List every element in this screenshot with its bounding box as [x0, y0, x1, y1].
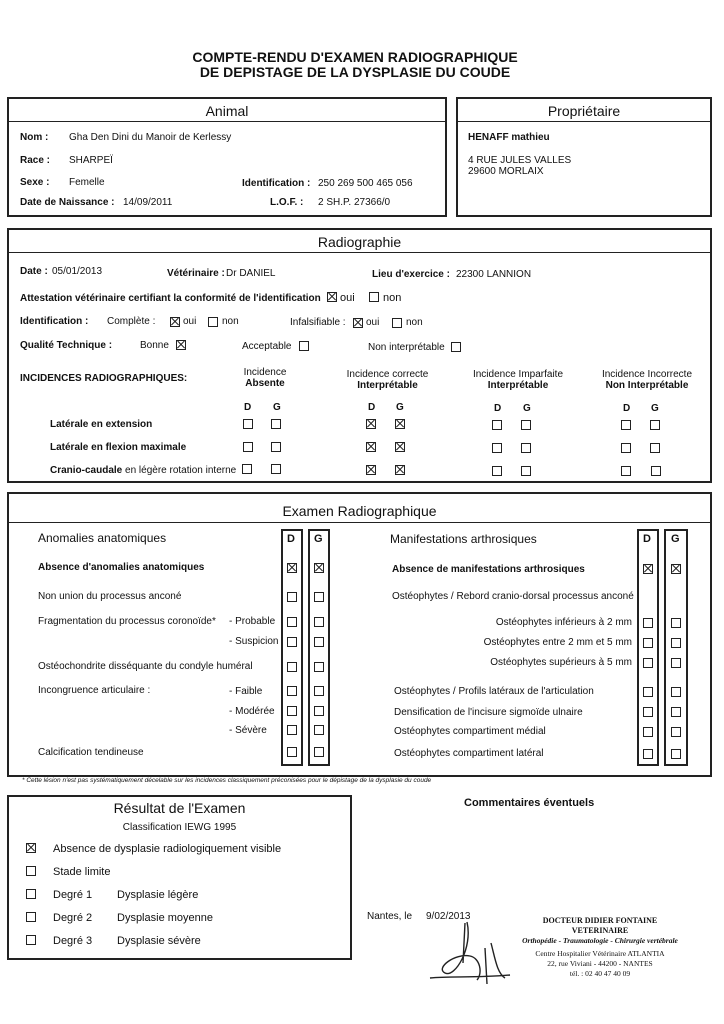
incidence-checkbox[interactable] — [242, 464, 252, 474]
attestation-oui-checkbox[interactable] — [327, 292, 337, 302]
animal-lof: 2 SH.P. 27366/0 — [318, 197, 391, 208]
resultat-checkbox[interactable] — [26, 889, 36, 899]
left-d-header: D — [287, 533, 295, 545]
radio-date: 05/01/2013 — [52, 266, 103, 277]
qualite-non-interpretable-label: Non interprétable — [368, 342, 445, 353]
stamp-line: 22, rue Viviani - 44200 - NANTES — [547, 959, 653, 968]
qualite-acceptable-label: Acceptable — [242, 341, 292, 352]
col2-line1: Incidence correcte — [346, 369, 429, 380]
attestation-label: Attestation vétérinaire certifiant la conformité de l'identification — [20, 293, 321, 304]
g-header: G — [396, 402, 404, 413]
divider — [457, 121, 711, 122]
manifestation-checkbox[interactable] — [643, 687, 653, 697]
resultat-item: Absence de dysplasie radiologiquement visible — [53, 843, 282, 855]
lieu-label: Lieu d'exercice : — [372, 269, 450, 280]
incidence-checkbox[interactable] — [651, 466, 661, 476]
infalsifiable-oui-checkbox[interactable] — [353, 318, 363, 328]
anomaly-checkbox[interactable] — [314, 617, 324, 627]
animal-name: Gha Den Dini du Manoir de Kerlessy — [69, 132, 232, 143]
stamp-line: VETERINAIRE — [571, 926, 629, 935]
divider — [8, 252, 711, 253]
resultat-item: Degré 1 — [53, 889, 93, 901]
col2-header — [330, 369, 445, 391]
incidence-checkbox[interactable] — [621, 466, 631, 476]
incidence-checkbox[interactable] — [366, 465, 376, 475]
manifestation-item: Ostéophytes supérieurs à 5 mm — [490, 657, 632, 668]
owner-name: HENAFF mathieu — [468, 132, 550, 143]
anomaly-subitem: - Probable — [229, 616, 276, 627]
incidence-row-label: Latérale en flexion maximale — [50, 442, 187, 453]
animal-sexe: Femelle — [69, 177, 105, 188]
col3-line1: Incidence Imparfaite — [472, 369, 564, 380]
resultat-classification: Classification IEWG 1995 — [122, 822, 237, 833]
incidence-row-label: Latérale en extension — [50, 419, 153, 430]
d-header: D — [623, 403, 631, 414]
incidence-checkbox[interactable] — [271, 419, 281, 429]
complete-oui-label: oui — [183, 316, 197, 327]
manifestation-item: Ostéophytes entre 2 mm et 5 mm — [483, 637, 632, 648]
manifestation-checkbox[interactable] — [671, 618, 681, 628]
g-header: G — [273, 402, 281, 413]
attestation-non-checkbox[interactable] — [369, 292, 379, 302]
incidence-checkbox[interactable] — [366, 419, 376, 429]
incidence-checkbox[interactable] — [521, 466, 531, 476]
anomaly-subitem: - Faible — [229, 686, 263, 697]
stamp-line: DOCTEUR DIDIER FONTAINE — [542, 916, 658, 925]
divider — [8, 121, 446, 122]
resultat-heading: Résultat de l'Examen — [113, 800, 246, 816]
stamp-line: tél. : 02 40 47 40 09 — [569, 969, 631, 978]
anomalies-heading: Anomalies anatomiques — [38, 531, 167, 545]
anomaly-item: Calcification tendineuse — [38, 747, 144, 758]
complete-non-label: non — [222, 316, 239, 327]
manifestation-checkbox[interactable] — [671, 658, 681, 668]
manifestation-item: Ostéophytes inférieurs à 2 mm — [495, 617, 632, 628]
infalsifiable-non-checkbox[interactable] — [392, 318, 402, 328]
anomaly-checkbox[interactable] — [287, 662, 297, 672]
incidence-checkbox[interactable] — [492, 443, 502, 453]
g-header: G — [651, 403, 659, 414]
qualite-non-interpretable-checkbox[interactable] — [451, 342, 461, 352]
signature-place: Nantes, le — [367, 911, 413, 922]
d-header: D — [494, 403, 502, 414]
incidence-row-label — [50, 465, 236, 476]
anomaly-checkbox[interactable] — [314, 706, 324, 716]
complete-non-checkbox[interactable] — [208, 317, 218, 327]
manifestation-item: Ostéophytes / Rebord cranio-dorsal processus anconé — [392, 591, 634, 602]
animal-identification: 250 269 500 465 056 — [318, 178, 413, 189]
date-label: Date : — [20, 266, 48, 277]
anomaly-checkbox[interactable] — [314, 662, 324, 672]
dob-label: Date de Naissance : — [20, 197, 115, 208]
resultat-item: Degré 2 — [53, 912, 93, 924]
anomaly-checkbox[interactable] — [314, 725, 324, 735]
manifestation-checkbox[interactable] — [643, 727, 653, 737]
qualite-label: Qualité Technique : — [20, 340, 113, 351]
incidence-checkbox[interactable] — [395, 419, 405, 429]
incidence-checkbox[interactable] — [521, 420, 531, 430]
document-title-line2: DE DEPISTAGE DE LA DYSPLASIE DU COUDE — [199, 64, 511, 80]
infalsifiable-non-label: non — [406, 317, 423, 328]
manifestations-heading: Manifestations arthrosiques — [390, 532, 537, 546]
signature-date: 9/02/2013 — [426, 911, 471, 922]
resultat-item: Degré 3 — [53, 935, 93, 947]
manifestation-checkbox[interactable] — [671, 687, 681, 697]
resultat-item-desc: Dysplasie moyenne — [117, 912, 213, 924]
incidence-checkbox[interactable] — [271, 464, 281, 474]
anomaly-checkbox[interactable] — [314, 747, 324, 757]
col3-line2: Interprétable — [487, 380, 549, 391]
qualite-acceptable-checkbox[interactable] — [299, 341, 309, 351]
anomaly-checkbox[interactable] — [287, 592, 297, 602]
manifestation-checkbox[interactable] — [643, 749, 653, 759]
owner-heading: Propriétaire — [547, 103, 621, 119]
anomaly-checkbox[interactable] — [287, 637, 297, 647]
incidence-checkbox[interactable] — [621, 420, 631, 430]
incidence-checkbox[interactable] — [395, 442, 405, 452]
manifestation-checkbox[interactable] — [643, 638, 653, 648]
col1-header — [215, 367, 315, 389]
sexe-label: Sexe : — [20, 177, 50, 188]
anomaly-checkbox[interactable] — [287, 725, 297, 735]
anomaly-subitem: - Modérée — [229, 706, 275, 717]
resultat-item: Stade limite — [53, 866, 111, 878]
infalsifiable-label: Infalsifiable : — [290, 317, 346, 328]
incidence-checkbox[interactable] — [650, 420, 660, 430]
owner-address-line2: 29600 MORLAIX — [468, 166, 544, 177]
right-d-header: D — [643, 533, 651, 545]
anomaly-item: Fragmentation du processus coronoïde* — [38, 616, 216, 627]
radiographie-heading: Radiographie — [317, 234, 402, 250]
document-title-line1: COMPTE-RENDU D'EXAMEN RADIOGRAPHIQUE — [192, 49, 518, 65]
incidence-checkbox[interactable] — [271, 442, 281, 452]
owner-address-line1: 4 RUE JULES VALLES — [468, 155, 572, 166]
examen-heading: Examen Radiographique — [282, 503, 437, 519]
manifestation-item: Absence de manifestations arthrosiques — [392, 564, 585, 575]
incidence-checkbox[interactable] — [650, 443, 660, 453]
anomaly-item: Non union du processus anconé — [38, 591, 182, 602]
animal-heading: Animal — [205, 103, 249, 119]
d-header: D — [244, 402, 252, 413]
manifestation-item: Densification de l'incisure sigmoïde ulnaire — [394, 707, 583, 718]
col4-line1: Incidence Incorrecte — [601, 369, 693, 380]
complete-label: Complète : — [107, 316, 156, 327]
vet-name: Dr DANIEL — [226, 268, 276, 279]
resultat-checkbox[interactable] — [26, 843, 36, 853]
incidence-checkbox[interactable] — [521, 443, 531, 453]
attestation-oui-label: oui — [340, 292, 355, 304]
anomaly-checkbox[interactable] — [314, 563, 324, 573]
col2-line2: Interprétable — [357, 380, 418, 391]
lof-label: L.O.F. : — [270, 197, 304, 208]
anomaly-checkbox[interactable] — [287, 617, 297, 627]
incidence-checkbox[interactable] — [366, 442, 376, 452]
identification-label: Identification : — [242, 178, 311, 189]
attestation-non-label: non — [383, 292, 402, 304]
animal-dob: 14/09/2011 — [123, 197, 173, 208]
anomaly-checkbox[interactable] — [287, 563, 297, 573]
col4-header — [592, 369, 702, 391]
manifestation-checkbox[interactable] — [671, 749, 681, 759]
manifestation-item: Ostéophytes compartiment latéral — [394, 748, 544, 759]
anomaly-checkbox[interactable] — [314, 592, 324, 602]
commentaires-heading: Commentaires éventuels — [464, 797, 595, 809]
manifestation-checkbox[interactable] — [671, 638, 681, 648]
anomaly-subitem: - Suspicion — [229, 636, 279, 647]
incidence-checkbox[interactable] — [395, 465, 405, 475]
race-label: Race : — [20, 155, 51, 166]
col1-line2: Absente — [245, 378, 285, 389]
qualite-bonne-checkbox[interactable] — [176, 340, 186, 350]
col3-header — [458, 369, 578, 391]
veterinary-stamp — [500, 916, 700, 979]
resultat-checkbox[interactable] — [26, 912, 36, 922]
name-label: Nom : — [20, 132, 49, 143]
anomaly-checkbox[interactable] — [287, 686, 297, 696]
anomaly-checkbox[interactable] — [314, 637, 324, 647]
manifestation-checkbox[interactable] — [643, 564, 653, 574]
anomaly-subitem: - Sévère — [229, 725, 267, 736]
resultat-item-desc: Dysplasie légère — [117, 889, 199, 901]
incidences-label: INCIDENCES RADIOGRAPHIQUES: — [20, 373, 188, 384]
infalsifiable-oui-label: oui — [366, 317, 380, 328]
incidence-checkbox[interactable] — [621, 443, 631, 453]
anomaly-item: Incongruence articulaire : — [38, 685, 151, 696]
g-header: G — [523, 403, 531, 414]
anomaly-checkbox[interactable] — [287, 706, 297, 716]
incidence-checkbox[interactable] — [492, 466, 502, 476]
stamp-line: Orthopédie - Traumatologie - Chirurgie vertébrale — [522, 936, 678, 945]
lieu-value: 22300 LANNION — [456, 269, 532, 280]
col1-line1: Incidence — [243, 367, 287, 378]
stamp-line: Centre Hospitalier Vétérinaire ATLANTIA — [535, 949, 665, 958]
manifestation-checkbox[interactable] — [643, 658, 653, 668]
incidence-row-label-rest: en légère rotation interne — [122, 465, 237, 476]
footnote: * Cette lésion n'est pas systématiquement décelable sur les incidences classiquement préconisées pour le dépistage de la dysplasie du coude — [22, 777, 432, 784]
resultat-checkbox[interactable] — [26, 866, 36, 876]
incidence-row-label-main: Cranio-caudale — [50, 465, 123, 476]
manifestation-checkbox[interactable] — [671, 727, 681, 737]
complete-oui-checkbox[interactable] — [170, 317, 180, 327]
d-header: D — [368, 402, 376, 413]
animal-race: SHARPEÏ — [69, 155, 113, 166]
anomaly-item: Ostéochondrite disséquante du condyle huméral — [38, 661, 253, 672]
incidence-checkbox[interactable] — [243, 419, 253, 429]
left-g-header: G — [314, 533, 323, 545]
vet-label: Vétérinaire : — [167, 268, 225, 279]
resultat-checkbox[interactable] — [26, 935, 36, 945]
divider — [8, 522, 711, 523]
anomaly-checkbox[interactable] — [287, 747, 297, 757]
manifestation-checkbox[interactable] — [671, 707, 681, 717]
incidence-checkbox[interactable] — [243, 442, 253, 452]
manifestation-item: Ostéophytes compartiment médial — [394, 726, 546, 737]
anomaly-item: Absence d'anomalies anatomiques — [38, 562, 205, 573]
qualite-bonne-label: Bonne — [140, 340, 169, 351]
manifestation-checkbox[interactable] — [643, 618, 653, 628]
incidence-checkbox[interactable] — [492, 420, 502, 430]
manifestation-item: Ostéophytes / Profils latéraux de l'articulation — [394, 686, 594, 697]
resultat-item-desc: Dysplasie sévère — [117, 935, 201, 947]
manifestation-checkbox[interactable] — [671, 564, 681, 574]
manifestation-checkbox[interactable] — [643, 707, 653, 717]
col4-line2: Non Interprétable — [605, 380, 689, 391]
anomaly-checkbox[interactable] — [314, 686, 324, 696]
right-g-header: G — [671, 533, 680, 545]
identification-field-label: Identification : — [20, 316, 89, 327]
